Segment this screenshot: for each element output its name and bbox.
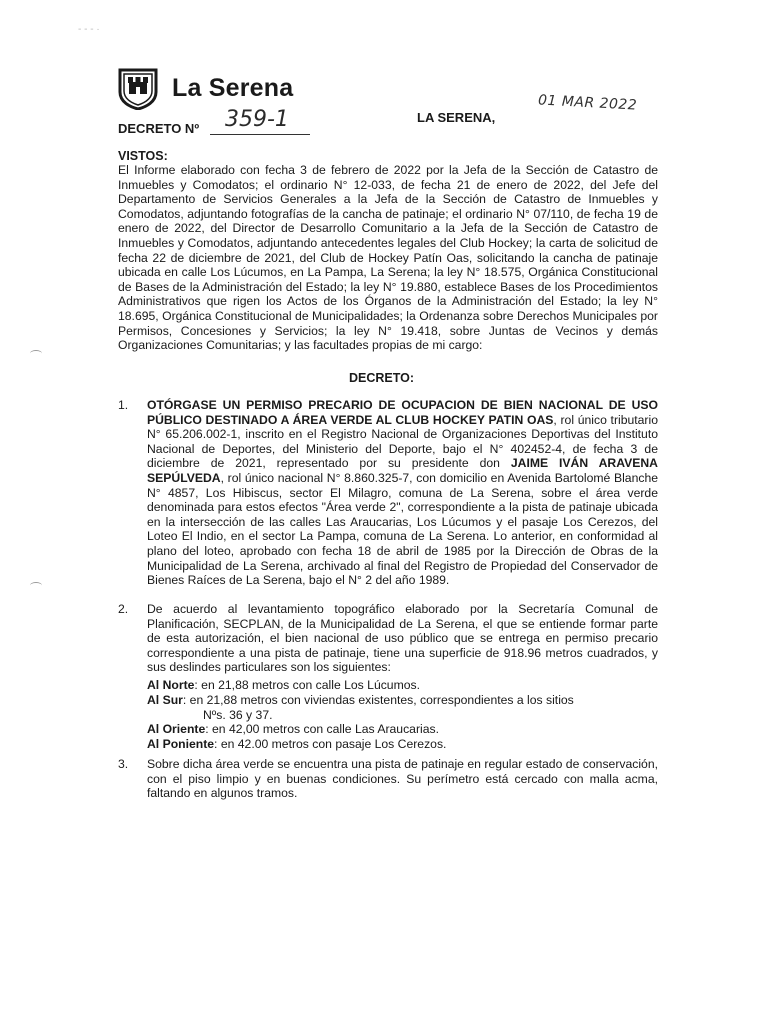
item-number: 2. (118, 602, 129, 616)
vistos-title: VISTOS: (118, 149, 168, 163)
scan-margin-mark (30, 350, 42, 357)
municipality-logo (118, 66, 293, 110)
boundary-west-text: : en 42.00 metros con pasaje Los Cerezos. (214, 737, 447, 752)
boundary-south-text: : en 21,88 metros con viviendas existentes, correspondientes a los sitios (182, 692, 574, 707)
date-stamp: 01 MAR 2022 (537, 92, 638, 114)
decreto-number: 359-1 (225, 107, 289, 132)
item-1-text-b: , rol único nacional N° 8.860.325-7, con domicilio en Avenida Bartolomé Blanche N° 4857, Los Hibiscus, sector El Milagro, comuna de La Serena, sobre el área verde denominada para estos efectos "Área verde 2", correspondiente a la pista de patinaje ubicada en la intersección de las calles Las Araucarias, Los Lúcumos y el pasaje Los Cerezos, del Loteo El Indio, en el sector La Pampa, comuna de La Serena. Lo anterior, en conformidad al plano del loteo, aprobado con fecha 18 de abril de 1985 por la Dirección de Obras de la Municipalidad de La Serena, archivado al final del Registro de Propiedad del Conservador de Bienes Raíces de La Serena, bajo el N° 2 del año 1989. (147, 470, 658, 588)
item-number: 3. (118, 757, 129, 771)
vistos-text: El Informe elaborado con fecha 3 de febrero de 2022 por la Jefa de la Sección de Catastro de Inmuebles y Comodatos; el ordinario N° 12-033, de fecha 21 de enero de 2022, del Jefe del Departamento de Servicios Generales a la Jefa de la Sección de Catastro de Inmuebles y Comodatos, adjuntando fotografías de la cancha de patinaje; el ordinario N° 07/110, de fecha 19 de enero de 2022, del Director de Desarrollo Comunitario a la Jefa de la Sección de Catastro de Inmuebles y Comodatos, adjuntando antecedentes legales del Club Hockey; la carta de solicitud de fecha 22 de diciembre de 2021, del Club de Hockey Patín Oas, solicitando la cancha de patinaje ubicada en calle Los Lúcumos, en La Pampa, La Serena; la ley N° 18.575, Orgánica Constitucional de Bases de la Administración del Estado; la ley N° 19.880, establece Bases de los Procedimientos Administrativos que rigen los Actos de los Órganos de la Administración del Estado; la ley N° 18.695, Orgánica Constitucional de Municipalidades; la Ordenanza sobre Derechos Municipales por Permisos, Concesiones y Servicios; la ley N° 19.418, sobre Juntas de Vecinos y demás Organizaciones Comunitarias; y las facultades propias de mi cargo: (118, 163, 658, 353)
item-2-text: De acuerdo al levantamiento topográfico elaborado por la Secretaría Comunal de Planificación, SECPLAN, de la Municipalidad de La Serena, el que se entiende formar parte de esta autorización, el bien nacional de uso público que se entrega en permiso precario correspondiente a una pista de patinaje, tiene una superficie de 918.96 metros cuadrados, y sus deslindes particulares son los siguientes: (147, 602, 658, 675)
boundary-south (147, 693, 658, 708)
decreto-underline (210, 134, 310, 135)
boundary-east (147, 722, 658, 737)
boundary-north-text: : en 21,88 metros con calle Los Lúcumos. (194, 678, 420, 692)
boundary-north (147, 678, 658, 693)
boundary-west (147, 737, 658, 752)
item-3-text: Sobre dicha área verde se encuentra una pista de patinaje en regular estado de conservación, con el piso limpio y en buenas condiciones. Su perímetro está cercado con malla acma, faltando en algunos tramos. (147, 757, 658, 801)
boundary-north-label: Al Norte (147, 678, 195, 692)
item-1-president-name: JAIME IVÁN ARAVENA SEPÚLVEDA (147, 456, 658, 485)
boundary-south-cont: Nºs. 36 y 37. (203, 707, 273, 722)
shield-icon (118, 66, 158, 110)
item-1-text-a: , rol único tributario N° 65.206.002-1, inscrito en el Registro Nacional de Organizaciones Deportivas del Instituto Nacional de Deportes, del Ministerio del Deporte, bajo el N° 402452-4, de fecha 3 de diciembre de 2021, representado por su presidente don (147, 412, 658, 471)
boundary-east-label: Al Oriente (147, 722, 206, 737)
item-1-text (147, 398, 658, 588)
decreto-title: DECRETO: (349, 371, 415, 385)
logo-text: La Serena (172, 73, 294, 102)
boundary-south-label: Al Sur (147, 692, 183, 707)
boundary-west-label: Al Poniente (147, 737, 215, 752)
boundary-east-text: : en 42,00 metros con calle Las Araucarias. (205, 722, 439, 737)
boundaries-list (147, 678, 658, 752)
item-number: 1. (118, 398, 129, 412)
scan-margin-mark (30, 582, 42, 589)
item-1-bold-lead: OTÓRGASE UN PERMISO PRECARIO DE OCUPACION DE BIEN NACIONAL DE USO PÚBLICO DESTINADO A ÁREA VERDE AL CLUB HOCKEY PATIN OAS (147, 398, 658, 427)
city-label: LA SERENA, (417, 110, 496, 125)
scan-speck: - - - · (78, 24, 100, 35)
decreto-label: DECRETO Nº (118, 121, 200, 136)
